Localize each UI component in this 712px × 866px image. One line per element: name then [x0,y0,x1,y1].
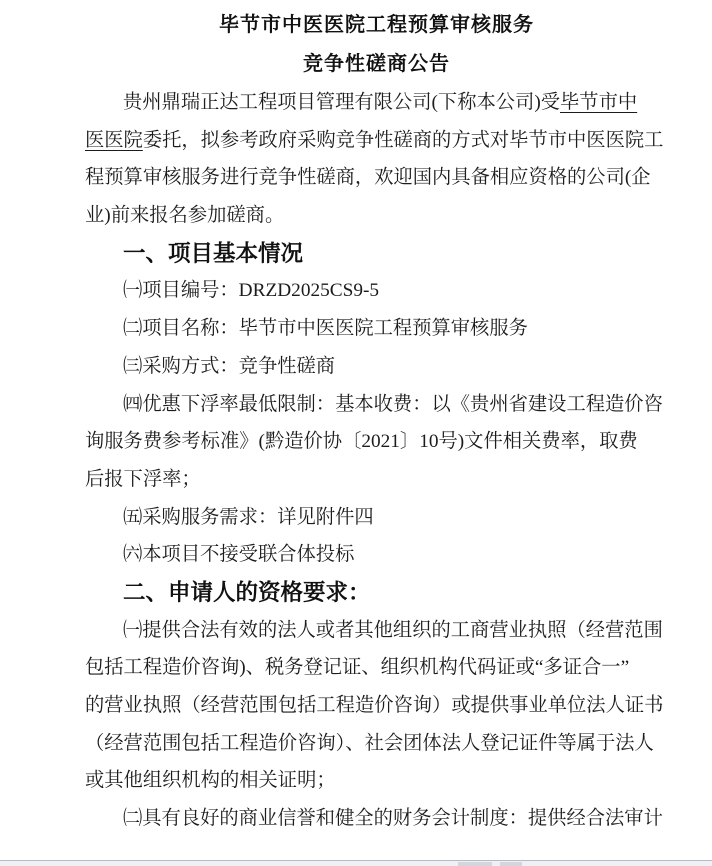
section1-heading: 一、项目基本情况 [123,240,304,266]
project-number-line: ㈠项目编号：DRZD2025CS9-5 [123,280,380,302]
document-title: 毕节市中医医院工程预算审核服务 [219,14,534,36]
qualification-1-line-4: （经营范围包括工程造价咨询）、社会团体法人登记证件等属于法人 [85,732,654,754]
client-name-underlined-part2: 医医院 [85,129,143,151]
qualification-2-line-1: ㈡具有良好的商业信誉和健全的财务会计制度：提供经合法审计 [123,808,663,830]
procurement-method-line: ㈢采购方式：竞争性磋商 [123,355,336,377]
qualification-1-line-2: 包括工程造价咨询)、税务登记证、组织机构代码证或“多证合一” [85,657,630,679]
no-consortium-line: ㈥本项目不接受联合体投标 [123,544,355,566]
discount-limit-line-3: 后报下浮率； [85,468,201,490]
intro-line-3: 程预算审核服务进行竞争性磋商，欢迎国内具备相应资格的公司(企 [85,167,651,189]
page-edge-smudge [458,862,492,866]
client-name-underlined-part1: 毕节市中 [560,92,638,113]
project-name-line: ㈡项目名称：毕节市中医医院工程预算审核服务 [123,318,528,340]
section2-heading: 二、申请人的资格要求： [123,579,371,605]
page-break-divider [0,860,712,866]
document-subtitle: 竞争性磋商公告 [303,53,450,75]
qualification-1-line-5: 或其他组织机构的相关证明； [85,770,336,792]
qualification-1-line-3: 的营业执照（经营范围包括工程造价咨询）或提供事业单位法人证书 [85,695,664,716]
qualification-1-line-1: ㈠提供合法有效的法人或者其他组织的工商营业执照（经营范围 [123,619,663,641]
discount-limit-line-2: 询服务费参考标准》(黔造价协〔2021〕10号)文件相关费率，取费 [85,431,638,453]
page-edge-smudge [500,862,522,866]
intro-line-2 [85,122,668,160]
service-requirement-line: ㈤采购服务需求：详见附件四 [123,506,374,528]
intro-line-2-text: 委托，拟参考政府采购竞争性磋商的方式对毕节市中医医院工 [142,129,664,151]
intro-line-1 [85,84,668,122]
intro-line-4: 业)前来报名参加磋商。 [85,205,285,227]
intro-line-1-text: 贵州鼎瑞正达工程项目管理有限公司(下称本公司)受 [123,92,561,113]
discount-limit-line-1: ㈣优惠下浮率最低限制：基本收费：以《贵州省建设工程造价咨 [123,393,663,415]
